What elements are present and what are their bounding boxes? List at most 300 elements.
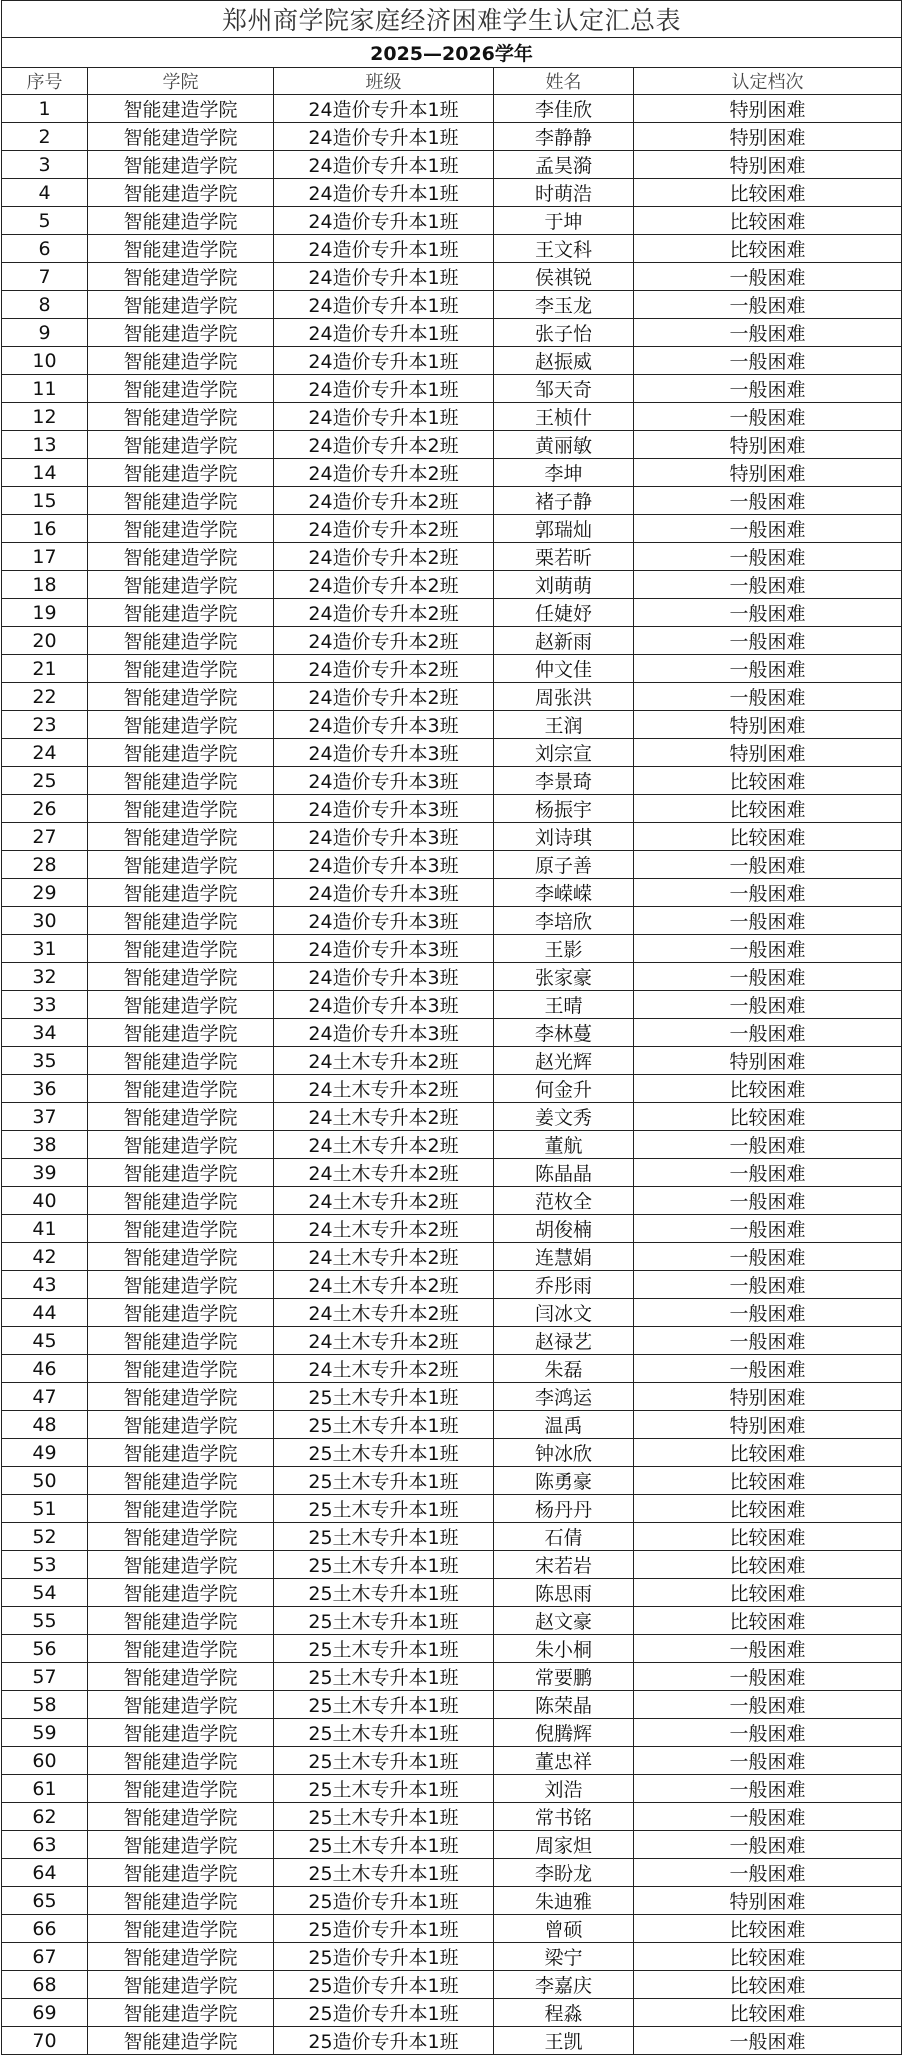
cell-class: 25土木专升本1班 [274, 1635, 494, 1663]
cell-college: 智能建造学院 [88, 1355, 274, 1383]
cell-class: 24造价专升本2班 [274, 487, 494, 515]
cell-serial: 2 [2, 123, 88, 151]
table-row [2, 795, 902, 823]
cell-level: 一般困难 [634, 375, 902, 403]
cell-serial: 52 [2, 1523, 88, 1551]
cell-class: 25土木专升本1班 [274, 1859, 494, 1887]
cell-class: 25土木专升本1班 [274, 1439, 494, 1467]
cell-name: 王晴 [494, 991, 634, 1019]
cell-name: 李嘉庆 [494, 1971, 634, 1999]
table-row [2, 907, 902, 935]
cell-serial: 37 [2, 1103, 88, 1131]
cell-name: 温禹 [494, 1411, 634, 1439]
cell-level: 一般困难 [634, 935, 902, 963]
cell-serial: 63 [2, 1831, 88, 1859]
cell-class: 24造价专升本3班 [274, 1019, 494, 1047]
table-row [2, 1495, 902, 1523]
cell-class: 25土木专升本1班 [274, 1747, 494, 1775]
cell-name: 侯祺锐 [494, 263, 634, 291]
table-row [2, 1943, 902, 1971]
cell-class: 24造价专升本3班 [274, 935, 494, 963]
cell-name: 李佳欣 [494, 95, 634, 123]
cell-level: 特别困难 [634, 95, 902, 123]
cell-class: 24土木专升本2班 [274, 1299, 494, 1327]
cell-level: 一般困难 [634, 1775, 902, 1803]
cell-serial: 67 [2, 1943, 88, 1971]
cell-name: 胡俊楠 [494, 1215, 634, 1243]
cell-class: 25土木专升本1班 [274, 1523, 494, 1551]
table-row [2, 879, 902, 907]
cell-class: 25土木专升本1班 [274, 1775, 494, 1803]
cell-serial: 13 [2, 431, 88, 459]
table-row [2, 1551, 902, 1579]
cell-college: 智能建造学院 [88, 1327, 274, 1355]
cell-college: 智能建造学院 [88, 795, 274, 823]
cell-name: 姜文秀 [494, 1103, 634, 1131]
cell-serial: 24 [2, 739, 88, 767]
cell-name: 倪腾辉 [494, 1719, 634, 1747]
cell-serial: 3 [2, 151, 88, 179]
cell-name: 何金升 [494, 1075, 634, 1103]
header-serial: 序号 [2, 68, 88, 95]
cell-college: 智能建造学院 [88, 739, 274, 767]
cell-class: 24造价专升本2班 [274, 655, 494, 683]
cell-class: 25土木专升本1班 [274, 1691, 494, 1719]
table-row [2, 935, 902, 963]
cell-class: 25造价专升本1班 [274, 1971, 494, 1999]
cell-college: 智能建造学院 [88, 1523, 274, 1551]
cell-level: 一般困难 [634, 1747, 902, 1775]
cell-serial: 43 [2, 1271, 88, 1299]
table-row [2, 1383, 902, 1411]
cell-level: 一般困难 [634, 1299, 902, 1327]
cell-college: 智能建造学院 [88, 571, 274, 599]
table-row [2, 1243, 902, 1271]
header-college: 学院 [88, 68, 274, 95]
cell-serial: 61 [2, 1775, 88, 1803]
cell-level: 特别困难 [634, 459, 902, 487]
cell-college: 智能建造学院 [88, 1495, 274, 1523]
cell-name: 陈思雨 [494, 1579, 634, 1607]
cell-serial: 45 [2, 1327, 88, 1355]
table-row [2, 2027, 902, 2055]
cell-college: 智能建造学院 [88, 235, 274, 263]
table-row [2, 683, 902, 711]
cell-name: 于坤 [494, 207, 634, 235]
cell-serial: 38 [2, 1131, 88, 1159]
cell-class: 25造价专升本1班 [274, 1915, 494, 1943]
cell-serial: 50 [2, 1467, 88, 1495]
cell-serial: 1 [2, 95, 88, 123]
cell-college: 智能建造学院 [88, 1271, 274, 1299]
cell-serial: 36 [2, 1075, 88, 1103]
cell-name: 褚子静 [494, 487, 634, 515]
cell-college: 智能建造学院 [88, 627, 274, 655]
cell-class: 24土木专升本2班 [274, 1159, 494, 1187]
cell-level: 特别困难 [634, 1887, 902, 1915]
cell-class: 24造价专升本2班 [274, 543, 494, 571]
cell-level: 一般困难 [634, 487, 902, 515]
cell-college: 智能建造学院 [88, 515, 274, 543]
cell-serial: 17 [2, 543, 88, 571]
cell-college: 智能建造学院 [88, 263, 274, 291]
cell-level: 一般困难 [634, 403, 902, 431]
cell-level: 比较困难 [634, 767, 902, 795]
cell-name: 张家豪 [494, 963, 634, 991]
cell-college: 智能建造学院 [88, 179, 274, 207]
cell-college: 智能建造学院 [88, 1075, 274, 1103]
table-row [2, 1439, 902, 1467]
cell-college: 智能建造学院 [88, 1915, 274, 1943]
cell-name: 张子怡 [494, 319, 634, 347]
cell-class: 24土木专升本2班 [274, 1047, 494, 1075]
cell-college: 智能建造学院 [88, 291, 274, 319]
cell-class: 24土木专升本2班 [274, 1187, 494, 1215]
cell-serial: 55 [2, 1607, 88, 1635]
title-row [2, 1, 902, 38]
cell-class: 25造价专升本1班 [274, 1943, 494, 1971]
cell-class: 24造价专升本3班 [274, 879, 494, 907]
cell-level: 一般困难 [634, 1803, 902, 1831]
summary-table [1, 0, 902, 2055]
cell-class: 24造价专升本1班 [274, 263, 494, 291]
cell-name: 原子善 [494, 851, 634, 879]
cell-college: 智能建造学院 [88, 1467, 274, 1495]
cell-class: 24造价专升本3班 [274, 739, 494, 767]
header-row [2, 68, 902, 95]
cell-level: 比较困难 [634, 1551, 902, 1579]
cell-college: 智能建造学院 [88, 1411, 274, 1439]
cell-level: 一般困难 [634, 571, 902, 599]
cell-level: 一般困难 [634, 1159, 902, 1187]
table-row [2, 179, 902, 207]
cell-level: 比较困难 [634, 1523, 902, 1551]
cell-class: 24造价专升本2班 [274, 627, 494, 655]
cell-serial: 5 [2, 207, 88, 235]
cell-class: 24造价专升本1班 [274, 179, 494, 207]
cell-class: 25土木专升本1班 [274, 1467, 494, 1495]
cell-college: 智能建造学院 [88, 1215, 274, 1243]
table-row [2, 1747, 902, 1775]
table-row [2, 1299, 902, 1327]
cell-name: 陈荣晶 [494, 1691, 634, 1719]
cell-college: 智能建造学院 [88, 403, 274, 431]
cell-college: 智能建造学院 [88, 599, 274, 627]
table-row [2, 1915, 902, 1943]
cell-name: 董忠祥 [494, 1747, 634, 1775]
cell-college: 智能建造学院 [88, 907, 274, 935]
cell-level: 一般困难 [634, 1719, 902, 1747]
cell-serial: 6 [2, 235, 88, 263]
cell-name: 朱磊 [494, 1355, 634, 1383]
table-row [2, 403, 902, 431]
cell-level: 一般困难 [634, 655, 902, 683]
cell-college: 智能建造学院 [88, 1831, 274, 1859]
cell-name: 程淼 [494, 1999, 634, 2027]
cell-level: 比较困难 [634, 795, 902, 823]
cell-name: 刘宗宣 [494, 739, 634, 767]
table-row [2, 1663, 902, 1691]
cell-name: 李林蔓 [494, 1019, 634, 1047]
table-row [2, 823, 902, 851]
cell-level: 一般困难 [634, 1691, 902, 1719]
cell-level: 一般困难 [634, 1215, 902, 1243]
cell-class: 24造价专升本1班 [274, 151, 494, 179]
cell-level: 一般困难 [634, 599, 902, 627]
table-row [2, 1859, 902, 1887]
cell-serial: 65 [2, 1887, 88, 1915]
cell-class: 24造价专升本2班 [274, 459, 494, 487]
table-row [2, 1159, 902, 1187]
cell-class: 25土木专升本1班 [274, 1831, 494, 1859]
table-row [2, 1019, 902, 1047]
cell-serial: 41 [2, 1215, 88, 1243]
cell-serial: 39 [2, 1159, 88, 1187]
cell-name: 栗若昕 [494, 543, 634, 571]
cell-name: 李盼龙 [494, 1859, 634, 1887]
cell-name: 王文科 [494, 235, 634, 263]
cell-serial: 34 [2, 1019, 88, 1047]
cell-name: 任婕妤 [494, 599, 634, 627]
table-row [2, 263, 902, 291]
cell-class: 25土木专升本1班 [274, 1551, 494, 1579]
cell-class: 24造价专升本3班 [274, 823, 494, 851]
cell-class: 24土木专升本2班 [274, 1355, 494, 1383]
cell-serial: 46 [2, 1355, 88, 1383]
cell-college: 智能建造学院 [88, 1103, 274, 1131]
cell-class: 24造价专升本2班 [274, 515, 494, 543]
cell-class: 24造价专升本3班 [274, 963, 494, 991]
cell-name: 王桢什 [494, 403, 634, 431]
cell-name: 黄丽敏 [494, 431, 634, 459]
table-row [2, 515, 902, 543]
cell-name: 常书铭 [494, 1803, 634, 1831]
cell-level: 一般困难 [634, 1355, 902, 1383]
table-row [2, 1075, 902, 1103]
table-row [2, 1271, 902, 1299]
table-row [2, 207, 902, 235]
cell-college: 智能建造学院 [88, 1299, 274, 1327]
cell-name: 刘萌萌 [494, 571, 634, 599]
cell-serial: 10 [2, 347, 88, 375]
cell-college: 智能建造学院 [88, 851, 274, 879]
cell-class: 25造价专升本1班 [274, 1887, 494, 1915]
table-row [2, 767, 902, 795]
table-row [2, 1187, 902, 1215]
cell-name: 李嵘嵘 [494, 879, 634, 907]
cell-class: 24造价专升本3班 [274, 907, 494, 935]
table-row [2, 459, 902, 487]
header-level: 认定档次 [634, 68, 902, 95]
cell-college: 智能建造学院 [88, 375, 274, 403]
cell-college: 智能建造学院 [88, 767, 274, 795]
cell-level: 一般困难 [634, 627, 902, 655]
cell-class: 24土木专升本2班 [274, 1271, 494, 1299]
cell-college: 智能建造学院 [88, 1999, 274, 2027]
cell-serial: 40 [2, 1187, 88, 1215]
cell-level: 一般困难 [634, 1131, 902, 1159]
cell-college: 智能建造学院 [88, 1887, 274, 1915]
cell-serial: 57 [2, 1663, 88, 1691]
cell-college: 智能建造学院 [88, 123, 274, 151]
cell-serial: 60 [2, 1747, 88, 1775]
cell-level: 一般困难 [634, 319, 902, 347]
table-row [2, 1803, 902, 1831]
cell-serial: 15 [2, 487, 88, 515]
table-row [2, 1131, 902, 1159]
cell-name: 杨丹丹 [494, 1495, 634, 1523]
cell-serial: 20 [2, 627, 88, 655]
cell-serial: 44 [2, 1299, 88, 1327]
cell-college: 智能建造学院 [88, 1663, 274, 1691]
cell-name: 朱迪雅 [494, 1887, 634, 1915]
table-row [2, 1215, 902, 1243]
cell-class: 24造价专升本1班 [274, 207, 494, 235]
cell-college: 智能建造学院 [88, 711, 274, 739]
cell-class: 24造价专升本1班 [274, 235, 494, 263]
cell-level: 一般困难 [634, 879, 902, 907]
cell-class: 25土木专升本1班 [274, 1803, 494, 1831]
cell-serial: 32 [2, 963, 88, 991]
cell-level: 一般困难 [634, 907, 902, 935]
cell-level: 一般困难 [634, 347, 902, 375]
cell-serial: 26 [2, 795, 88, 823]
cell-name: 王凯 [494, 2027, 634, 2055]
cell-class: 24造价专升本3班 [274, 795, 494, 823]
cell-name: 周家炟 [494, 1831, 634, 1859]
table-row [2, 627, 902, 655]
cell-serial: 54 [2, 1579, 88, 1607]
cell-college: 智能建造学院 [88, 683, 274, 711]
academic-year: 2025—2026学年 [2, 38, 902, 68]
cell-level: 一般困难 [634, 263, 902, 291]
table-row [2, 1411, 902, 1439]
cell-serial: 64 [2, 1859, 88, 1887]
cell-name: 李玉龙 [494, 291, 634, 319]
table-row [2, 291, 902, 319]
cell-serial: 4 [2, 179, 88, 207]
cell-class: 24造价专升本1班 [274, 123, 494, 151]
cell-name: 李景琦 [494, 767, 634, 795]
cell-serial: 11 [2, 375, 88, 403]
cell-name: 陈勇豪 [494, 1467, 634, 1495]
header-name: 姓名 [494, 68, 634, 95]
cell-name: 赵振威 [494, 347, 634, 375]
table-row [2, 1887, 902, 1915]
cell-college: 智能建造学院 [88, 1943, 274, 1971]
cell-level: 比较困难 [634, 1467, 902, 1495]
cell-college: 智能建造学院 [88, 319, 274, 347]
cell-college: 智能建造学院 [88, 207, 274, 235]
cell-serial: 14 [2, 459, 88, 487]
cell-level: 特别困难 [634, 1047, 902, 1075]
cell-college: 智能建造学院 [88, 1719, 274, 1747]
cell-name: 时萌浩 [494, 179, 634, 207]
table-row [2, 1971, 902, 1999]
cell-level: 一般困难 [634, 1663, 902, 1691]
table-row [2, 1775, 902, 1803]
cell-college: 智能建造学院 [88, 1607, 274, 1635]
cell-name: 范枚全 [494, 1187, 634, 1215]
cell-college: 智能建造学院 [88, 543, 274, 571]
cell-level: 一般困难 [634, 1019, 902, 1047]
cell-class: 24造价专升本1班 [274, 95, 494, 123]
table-row [2, 1523, 902, 1551]
cell-college: 智能建造学院 [88, 991, 274, 1019]
cell-serial: 59 [2, 1719, 88, 1747]
cell-college: 智能建造学院 [88, 1635, 274, 1663]
cell-level: 比较困难 [634, 235, 902, 263]
cell-serial: 56 [2, 1635, 88, 1663]
cell-name: 陈晶晶 [494, 1159, 634, 1187]
cell-level: 一般困难 [634, 1327, 902, 1355]
cell-level: 特别困难 [634, 151, 902, 179]
cell-level: 一般困难 [634, 2027, 902, 2055]
cell-serial: 30 [2, 907, 88, 935]
table-row [2, 1831, 902, 1859]
cell-class: 24造价专升本2班 [274, 683, 494, 711]
cell-class: 24造价专升本3班 [274, 991, 494, 1019]
cell-level: 比较困难 [634, 1607, 902, 1635]
cell-serial: 53 [2, 1551, 88, 1579]
cell-college: 智能建造学院 [88, 1579, 274, 1607]
cell-college: 智能建造学院 [88, 347, 274, 375]
cell-college: 智能建造学院 [88, 151, 274, 179]
cell-college: 智能建造学院 [88, 1243, 274, 1271]
cell-name: 杨振宇 [494, 795, 634, 823]
cell-name: 刘诗琪 [494, 823, 634, 851]
cell-name: 董航 [494, 1131, 634, 1159]
cell-class: 24造价专升本1班 [274, 347, 494, 375]
cell-college: 智能建造学院 [88, 1747, 274, 1775]
table-row [2, 487, 902, 515]
cell-level: 一般困难 [634, 1859, 902, 1887]
cell-class: 25土木专升本1班 [274, 1495, 494, 1523]
cell-serial: 62 [2, 1803, 88, 1831]
cell-serial: 35 [2, 1047, 88, 1075]
cell-serial: 27 [2, 823, 88, 851]
cell-name: 李鸿运 [494, 1383, 634, 1411]
table-row [2, 543, 902, 571]
cell-name: 刘浩 [494, 1775, 634, 1803]
cell-name: 石倩 [494, 1523, 634, 1551]
cell-level: 比较困难 [634, 823, 902, 851]
table-row [2, 347, 902, 375]
cell-level: 比较困难 [634, 1971, 902, 1999]
cell-level: 比较困难 [634, 1579, 902, 1607]
cell-college: 智能建造学院 [88, 1131, 274, 1159]
cell-level: 特别困难 [634, 123, 902, 151]
cell-college: 智能建造学院 [88, 1187, 274, 1215]
cell-serial: 7 [2, 263, 88, 291]
cell-name: 王润 [494, 711, 634, 739]
table-row [2, 599, 902, 627]
cell-class: 24造价专升本3班 [274, 767, 494, 795]
cell-serial: 25 [2, 767, 88, 795]
cell-serial: 69 [2, 1999, 88, 2027]
cell-serial: 68 [2, 1971, 88, 1999]
cell-college: 智能建造学院 [88, 1803, 274, 1831]
cell-serial: 31 [2, 935, 88, 963]
cell-level: 一般困难 [634, 683, 902, 711]
cell-class: 24造价专升本1班 [274, 375, 494, 403]
cell-level: 比较困难 [634, 1495, 902, 1523]
cell-name: 邹天奇 [494, 375, 634, 403]
cell-college: 智能建造学院 [88, 431, 274, 459]
table-row [2, 1355, 902, 1383]
cell-level: 特别困难 [634, 431, 902, 459]
cell-college: 智能建造学院 [88, 935, 274, 963]
